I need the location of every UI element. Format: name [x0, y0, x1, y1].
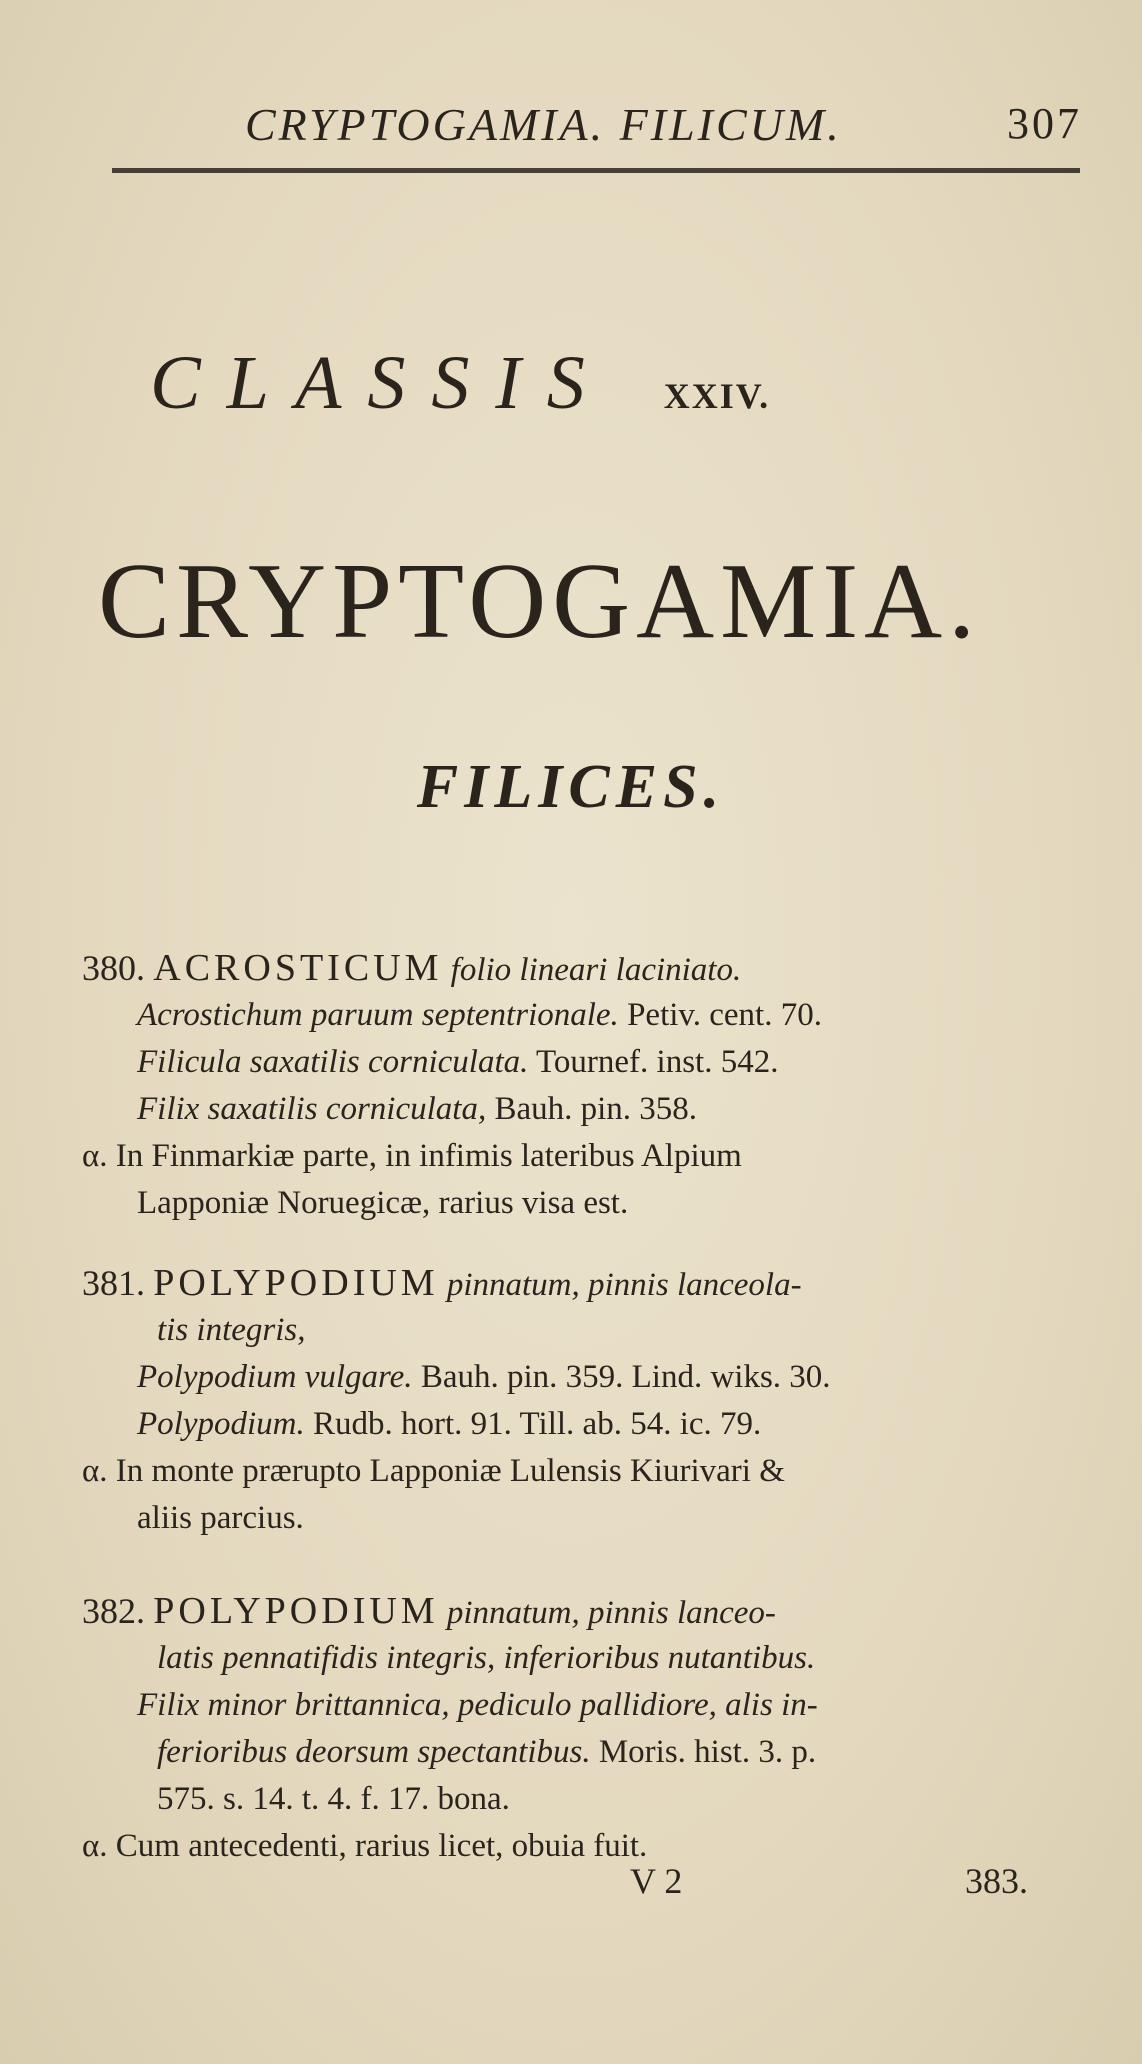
genus-name: ACROSTICUM	[153, 947, 443, 989]
synonym-line	[82, 1086, 1062, 1133]
genus-name: POLYPODIUM	[153, 1590, 439, 1632]
habitat-line: Lapponiæ Noruegicæ, rarius visa est.	[137, 1185, 629, 1221]
genus-name: POLYPODIUM	[153, 1262, 439, 1304]
entry-number: 382.	[82, 1591, 145, 1631]
synonym-line	[82, 1354, 1062, 1401]
synonym-reference: Moris. hist. 3. p.	[598, 1734, 817, 1770]
synonym-name: Filix minor brittannica, pediculo pallidiore, alis in-	[137, 1687, 818, 1723]
synonym-name: ferioribus deorsum spectantibus.	[157, 1734, 591, 1770]
synonym-reference: Bauh. pin. 358.	[494, 1091, 698, 1127]
synonym-reference: Rudb. hort. 91. Till. ab. 54. ic. 79.	[312, 1406, 762, 1442]
habitat-line: α. Cum antecedenti, rarius licet, obuia fuit.	[82, 1828, 648, 1864]
entry-heading	[82, 1260, 1062, 1307]
synonym-line	[82, 992, 1062, 1039]
entry-number: 380.	[82, 948, 145, 988]
synonym-name: Polypodium vulgare.	[137, 1359, 413, 1395]
entry-381	[82, 1260, 1062, 1542]
classis-word: CLASSIS	[150, 341, 611, 425]
entry-382	[82, 1588, 1062, 1870]
synonym-reference: Petiv. cent. 70.	[627, 997, 822, 1033]
synonym-name: Polypodium.	[137, 1406, 305, 1442]
catchword: 383.	[965, 1861, 1028, 1901]
habitat-line: aliis parcius.	[137, 1500, 304, 1536]
section-title: FILICES.	[416, 753, 726, 821]
synonym-name: Acrostichum paruum septentrionale.	[137, 997, 619, 1033]
entry-heading	[82, 945, 1062, 992]
entry-380	[82, 945, 1062, 1227]
synonym-line	[82, 1039, 1062, 1086]
synonym-name: Filix saxatilis corniculata,	[137, 1091, 487, 1127]
entry-number: 381.	[82, 1263, 145, 1303]
diagnosis: folio lineari laciniato.	[450, 952, 742, 988]
synonym-line	[82, 1729, 1062, 1776]
synonym-line	[82, 1682, 1062, 1729]
page-number: 307	[1007, 99, 1082, 148]
synonym-reference-continued: 575. s. 14. t. 4. f. 17. bona.	[157, 1781, 510, 1817]
header-rule	[112, 168, 1080, 173]
diagnosis: latis pennatifidis integris, inferioribus nutantibus.	[157, 1640, 816, 1676]
synonym-reference: Bauh. pin. 359. Lind. wiks. 30.	[420, 1359, 831, 1395]
classis-heading	[150, 340, 1050, 427]
diagnosis-continued	[82, 1307, 1062, 1354]
habitat-line: α. In monte prærupto Lapponiæ Lulensis Kiurivari &	[82, 1453, 785, 1489]
diagnosis-continued	[82, 1635, 1062, 1682]
diagnosis: pinnatum, pinnis lanceo-	[446, 1595, 776, 1631]
page-footer	[0, 1860, 1142, 1910]
diagnosis: tis integris,	[157, 1312, 306, 1348]
classis-number: XXIV.	[663, 376, 771, 416]
diagnosis: pinnatum, pinnis lanceola-	[446, 1267, 802, 1303]
habitat-line: α. In Finmarkiæ parte, in infimis lateribus Alpium	[82, 1138, 742, 1174]
synonym-reference: Tournef. inst. 542.	[536, 1044, 779, 1080]
running-title: CRYPTOGAMIA. FILICUM.	[245, 99, 842, 150]
synonym-line	[82, 1401, 1062, 1448]
entry-heading	[82, 1588, 1062, 1635]
class-title: CRYPTOGAMIA.	[98, 542, 982, 661]
synonym-name: Filicula saxatilis corniculata.	[137, 1044, 529, 1080]
signature-mark: V 2	[630, 1861, 683, 1901]
